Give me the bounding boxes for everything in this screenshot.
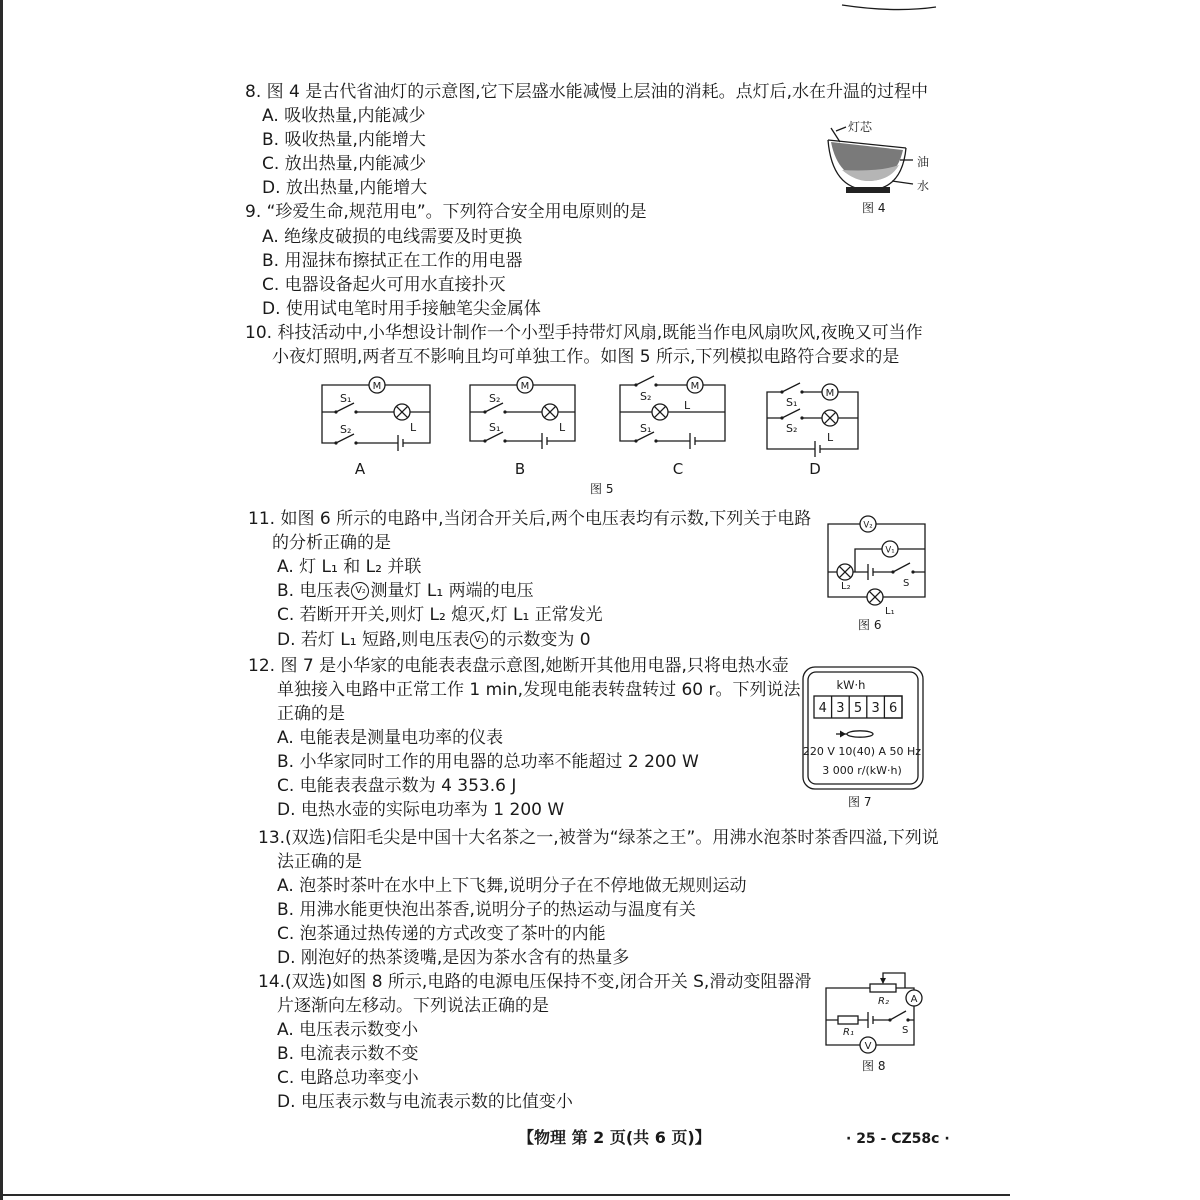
energy-meter-figure: [800, 664, 926, 792]
figure-8-caption: 图 8: [862, 1059, 886, 1073]
option-text: 测量灯 L₁ 两端的电压: [370, 581, 534, 601]
circuit-b: [470, 377, 575, 478]
voltmeter: [860, 1037, 876, 1053]
circuit-a-switch-2-label: S₂: [340, 423, 352, 436]
battery: [868, 564, 873, 580]
option-text: D. 若灯 L₁ 短路,则电压表: [277, 630, 470, 650]
circuit-c-wires: [620, 385, 725, 441]
q14-option-b: B. 电流表示数不变: [277, 1044, 419, 1064]
meter-rating: 220 V 10(40) A 50 Hz: [802, 745, 922, 758]
q14-option-a: A. 电压表示数变小: [277, 1020, 419, 1040]
switch-label: S: [902, 1025, 909, 1036]
q8-option-b: B. 吸收热量,内能增大: [262, 130, 426, 150]
battery: [868, 1012, 873, 1028]
circuit-d-battery: [815, 441, 820, 457]
page-footer: 【物理 第 2 页(共 6 页)】: [518, 1128, 711, 1147]
lamp-1-label: L₁: [885, 606, 895, 617]
option-text: B. 电压表: [277, 581, 351, 601]
meter-digit: 3: [836, 701, 845, 716]
oil-label: 油: [917, 155, 930, 169]
circuit-a-wires: [322, 385, 430, 443]
rheostat: [870, 973, 905, 992]
circuit-b-motor: [517, 377, 533, 393]
circuit-b-option-letter: B: [514, 460, 526, 478]
switch: [891, 563, 914, 574]
meter-digit: 3: [871, 701, 880, 716]
meter-unit: kW·h: [836, 678, 866, 692]
q13-option-a: A. 泡茶时茶叶在水中上下飞舞,说明分子在不停地做无规则运动: [277, 876, 747, 896]
circuit-c-motor: [687, 377, 703, 393]
circuit-d-switch-2: [780, 409, 803, 420]
circuit-c-lamp-label: L: [684, 399, 691, 412]
q12-stem-line-3: 正确的是: [277, 704, 345, 724]
q11-option-c: C. 若断开开关,则灯 L₂ 熄灭,灯 L₁ 正常发光: [277, 605, 603, 625]
q8-option-d: D. 放出热量,内能增大: [262, 178, 428, 198]
q13-stem-line-2: 法正确的是: [277, 852, 362, 872]
q14-option-d: D. 电压表示数与电流表示数的比值变小: [277, 1092, 573, 1112]
q14-option-c: C. 电路总功率变小: [277, 1068, 419, 1088]
oil-lamp-figure: [820, 115, 945, 200]
q13-option-b: B. 用沸水能更快泡出茶香,说明分子的热运动与温度有关: [277, 900, 696, 920]
q11-option-a: A. 灯 L₁ 和 L₂ 并联: [277, 557, 422, 577]
circuit-b-lamp: [542, 404, 558, 420]
voltmeter-circuit-figure: [820, 510, 935, 620]
circuit-a: [322, 377, 430, 478]
circuit-c-battery: [690, 433, 695, 449]
svg-text:M: M: [520, 381, 530, 392]
resistor: [838, 1016, 858, 1024]
q13-option-c: C. 泡茶通过热传递的方式改变了茶叶的内能: [277, 924, 606, 944]
q11-stem-line-2: 的分析正确的是: [272, 533, 391, 553]
voltmeter-1: [882, 541, 898, 557]
circuit-a-motor: [369, 377, 385, 393]
q14-stem-line-1: 14.(双选)如图 8 所示,电路的电源电压保持不变,闭合开关 S,滑动变阻器滑: [258, 972, 812, 992]
q9-option-b: B. 用湿抹布擦拭正在工作的用电器: [262, 251, 523, 271]
circuit-c-switch-2-label: S₂: [640, 390, 652, 403]
circuit-d-switch-1-label: S₁: [786, 396, 798, 409]
figure-7-caption: 图 7: [848, 795, 872, 809]
q12-option-a: A. 电能表是测量电功率的仪表: [277, 728, 504, 748]
svg-text:M: M: [690, 381, 700, 392]
circuit-a-battery: [398, 435, 403, 451]
circuit-c-lamp: [652, 404, 668, 420]
lamp-1: [867, 589, 883, 605]
lamp-2-label: L₂: [841, 581, 851, 592]
q12-option-d: D. 电热水壶的实际电功率为 1 200 W: [277, 800, 565, 820]
switch-label: S: [903, 578, 910, 589]
q8-stem: 8. 图 4 是古代省油灯的示意图,它下层盛水能减慢上层油的消耗。点灯后,水在升温的过程中: [245, 82, 929, 102]
circuit-d-option-letter: D: [809, 460, 821, 478]
svg-text:M: M: [825, 388, 835, 399]
q9-stem: 9. “珍爱生命,规范用电”。下列符合安全用电原则的是: [245, 202, 647, 222]
circuit-d-wires: [767, 392, 858, 449]
q9-option-c: C. 电器设备起火可用水直接扑灭: [262, 275, 506, 295]
circuit-d: [767, 383, 858, 478]
circuit-b-switch-1-label: S₁: [489, 421, 501, 434]
scan-edge-bottom: [0, 1194, 1010, 1196]
q12-stem-line-1: 12. 图 7 是小华家的电能表表盘示意图,她断开其他用电器,只将电热水壶: [248, 656, 789, 676]
circuit-b-battery: [542, 433, 547, 449]
voltmeter-symbol: V₂: [351, 582, 369, 600]
q9-option-a: A. 绝缘皮破损的电线需要及时更换: [262, 227, 523, 247]
circuit-d-lamp-label: L: [827, 431, 834, 444]
lamp-2: [837, 564, 853, 580]
water-leader: [892, 181, 913, 184]
q14-stem-line-2: 片逐渐向左移动。下列说法正确的是: [277, 996, 549, 1016]
svg-text:V₁: V₁: [885, 545, 895, 556]
paper-code: · 25 - CZ58c ·: [846, 1131, 950, 1147]
circuit-c-switch-2: [634, 376, 657, 387]
svg-text:M: M: [372, 381, 382, 392]
circuit-a-switch-1-label: S₁: [340, 392, 352, 405]
wick-label: 灯芯: [848, 120, 873, 134]
circuit-d-lamp: [822, 410, 838, 426]
circuit-c-switch-1-label: S₁: [640, 422, 652, 435]
svg-text:V: V: [864, 1041, 872, 1052]
voltmeter-2: [860, 516, 876, 532]
scan-edge-left: [0, 0, 3, 1200]
rheostat-circuit-figure: [820, 966, 925, 1056]
svg-text:A: A: [910, 994, 918, 1005]
q13-stem-line-1: 13.(双选)信阳毛尖是中国十大名茶之一,被誉为“绿茶之王”。用沸水泡茶时茶香四溢,下列说: [258, 828, 939, 848]
circuit-d-switch-1: [780, 383, 803, 394]
circuit-c-option-letter: C: [672, 460, 684, 478]
meter-dial-icon: [836, 731, 873, 738]
meter-digit: 5: [853, 701, 863, 716]
meter-digit: 4: [818, 701, 827, 716]
circuit-d-motor: [822, 384, 838, 400]
meter-constant: 3 000 r/(kW·h): [822, 764, 902, 777]
circuit-d-switch-2-label: S₂: [786, 422, 798, 435]
q12-stem-line-2: 单独接入电路中正常工作 1 min,发现电能表转盘转过 60 r。下列说法: [277, 680, 801, 700]
svg-text:V₂: V₂: [863, 520, 873, 531]
q11-option-b: [277, 581, 534, 601]
meter-digit-decimal: 6: [889, 701, 898, 716]
option-text: 的示数变为 0: [489, 630, 591, 650]
figure-4-caption: 图 4: [862, 201, 886, 215]
q12-option-b: B. 小华家同时工作的用电器的总功率不能超过 2 200 W: [277, 752, 699, 772]
scan-mark: [830, 0, 940, 16]
figure-6-caption: 图 6: [858, 618, 882, 632]
circuit-a-lamp-label: L: [410, 421, 417, 434]
voltmeter-symbol: V₁: [470, 631, 488, 649]
rheostat-label: R₂: [878, 996, 889, 1007]
circuit-a-option-letter: A: [354, 460, 366, 478]
ammeter: [906, 990, 922, 1006]
circuit-b-lamp-label: L: [559, 421, 566, 434]
q10-stem-line-2: 小夜灯照明,两者互不影响且均可单独工作。如图 5 所示,下列模拟电路符合要求的是: [272, 347, 900, 367]
q9-option-d: D. 使用试电笔时用手接触笔尖金属体: [262, 299, 541, 319]
q8-option-c: C. 放出热量,内能减少: [262, 154, 427, 174]
circuit-b-switch-2-label: S₂: [489, 392, 501, 405]
circuit-options-figure: [300, 370, 880, 480]
switch: [888, 1011, 909, 1022]
q11-option-d: [277, 630, 591, 650]
circuit-a-lamp: [394, 404, 410, 420]
wick-leader: [836, 127, 846, 131]
q8-option-a: A. 吸收热量,内能减少: [262, 106, 426, 126]
lamp-base: [846, 187, 890, 193]
figure-5-caption: 图 5: [590, 482, 614, 496]
resistor-label: R₁: [843, 1027, 854, 1038]
circuit-c: [620, 376, 725, 478]
q12-option-c: C. 电能表表盘示数为 4 353.6 J: [277, 776, 517, 796]
q10-stem-line-1: 10. 科技活动中,小华想设计制作一个小型手持带灯风扇,既能当作电风扇吹风,夜晚又可当作: [245, 323, 923, 343]
q11-stem-line-1: 11. 如图 6 所示的电路中,当闭合开关后,两个电压表均有示数,下列关于电路: [248, 509, 812, 529]
water-label: 水: [917, 179, 930, 193]
q13-option-d: D. 刚泡好的热茶烫嘴,是因为茶水含有的热量多: [277, 948, 630, 968]
